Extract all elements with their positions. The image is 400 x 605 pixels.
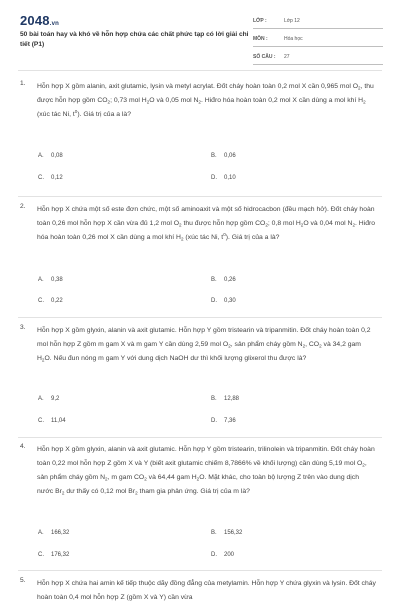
option-value: 0,08 xyxy=(51,153,63,159)
meta-value: 27 xyxy=(284,54,290,60)
question-number: 5. xyxy=(20,577,26,584)
option-d[interactable] xyxy=(211,552,234,558)
option-letter: B. xyxy=(211,277,217,283)
option-d[interactable] xyxy=(211,175,236,181)
option-letter: A. xyxy=(38,153,44,159)
divider xyxy=(18,70,382,71)
option-letter: A. xyxy=(38,530,44,536)
option-letter: D. xyxy=(211,175,217,181)
logo-tld: .vn xyxy=(49,21,60,27)
option-a[interactable] xyxy=(38,277,63,283)
question-text: Hỗn hợp X gồm glyxin, alanin và axit glutamic. Hỗn hợp Y gồm tristearin, trilinolein và tripanmitin. Đốt cháy hoàn toàn 0,22 mol hỗn hợp Z gồm X và Y (biết axit glutamic chiếm 8,7866% về khối lượng) cần dùng 5,19 mol $O_2$, sản phẩm cháy gồm $N_2$, m gam $CO_2$ và 64,44 gam $H_2O$. Mặt khác, cho toàn bộ lượng Z trên vào dung dịch nước $Br_2$ dư thấy có 0,12 mol $Br_2$ tham gia phản ứng. Giá trị của m là? xyxy=(37,446,375,496)
option-c[interactable] xyxy=(38,552,69,558)
divider xyxy=(18,196,382,197)
meta-key: LỚP : xyxy=(253,18,267,24)
question-number: 3. xyxy=(20,324,26,331)
question-number: 1. xyxy=(20,80,26,87)
option-a[interactable] xyxy=(38,153,63,159)
option-a[interactable] xyxy=(38,396,59,402)
option-a[interactable] xyxy=(38,530,69,536)
option-letter: A. xyxy=(38,277,44,283)
meta-row-class xyxy=(253,15,383,29)
option-value: 0,26 xyxy=(224,277,236,283)
page-title: 50 bài toán hay và khó về hỗn hợp chứa các chất phức tạp có lời giải chi tiết (P1) xyxy=(20,31,249,48)
option-value: 156,32 xyxy=(224,530,243,536)
option-letter: D. xyxy=(211,552,217,558)
option-letter: C. xyxy=(38,298,44,304)
option-b[interactable] xyxy=(211,153,236,159)
option-letter: C. xyxy=(38,552,44,558)
divider xyxy=(18,437,382,438)
option-value: 12,88 xyxy=(224,396,240,402)
option-value: 11,04 xyxy=(51,418,66,424)
site-logo[interactable] xyxy=(20,13,59,28)
option-d[interactable] xyxy=(211,298,236,304)
question-number: 4. xyxy=(20,443,26,450)
meta-table xyxy=(253,15,383,69)
option-value: 0,22 xyxy=(51,298,63,304)
option-value: 0,30 xyxy=(224,298,236,304)
option-letter: A. xyxy=(38,396,44,402)
logo-text: 2048 xyxy=(20,13,50,28)
divider xyxy=(18,317,382,318)
option-letter: B. xyxy=(211,530,217,536)
option-value: 9,2 xyxy=(51,396,60,402)
option-value: 0,06 xyxy=(224,153,236,159)
question-text: Hỗn hợp X gồm alanin, axit glutamic, lysin và metyl acrylat. Đốt cháy hoàn toàn 0,2 mol X cần 0,965 mol $O_2$, thu được hỗn hợp gồm $CO_2$; 0,73 mol $H_2O$ và 0,05 mol $N_2$. Hiđro hóa hoàn toàn 0,2 mol X cần dùng a mol khí $H_2$ (xúc tác Ni, $t^0$). Giá trị của a là? xyxy=(37,83,374,118)
option-b[interactable] xyxy=(211,530,242,536)
option-c[interactable] xyxy=(38,175,63,181)
document-header xyxy=(0,0,400,58)
question-text: Hỗn hợp X chứa một số este đơn chức, một số aminoaxit và một số hidrocacbon (đều mạch hở). Đốt cháy hoàn toàn 0,26 mol hỗn hợp X cần vừa đủ 1,2 mol $O_2$ thu được hỗn hợp gồm $CO_2$; 0,8 mol $H_2O$ và 0,04 mol $N_2$. Hiđro hóa hoàn toàn 0,26 mol X cần dùng a mol khí $H_2$ (xúc tác Ni, $t^0$). Giá trị của a là? xyxy=(37,206,376,242)
divider xyxy=(18,570,382,571)
question-number: 2. xyxy=(20,203,26,210)
question-text: Hỗn hợp X gồm glyxin, alanin và axit glutamic. Hỗn hợp Y gồm tristearin và tripanmitin. Đốt cháy hoàn toàn 0,2 mol hỗn hợp Z gồm m gam X và m gam Y cần dùng 2,59 mol $O_2$, sản phẩm cháy gồm $N_2$, $CO_2$ và 34,2 gam $H_2O$. Nếu đun nóng m gam Y với dung dịch NaOH dư thì khối lượng glixerol thu được là? xyxy=(37,327,371,363)
meta-row-count xyxy=(253,51,383,65)
meta-value: Lớp 12 xyxy=(284,18,300,24)
option-value: 7,36 xyxy=(224,418,236,424)
option-letter: C. xyxy=(38,175,44,181)
option-value: 176,32 xyxy=(51,552,70,558)
option-letter: D. xyxy=(211,418,217,424)
option-letter: B. xyxy=(211,396,217,402)
meta-key: MÔN : xyxy=(253,36,268,42)
option-value: 0,38 xyxy=(51,277,63,283)
meta-value: Hóa học xyxy=(284,36,303,42)
option-value: 200 xyxy=(224,552,235,558)
option-d[interactable] xyxy=(211,418,236,424)
meta-row-subject xyxy=(253,33,383,47)
option-value: 166,32 xyxy=(51,530,70,536)
option-letter: D. xyxy=(211,298,217,304)
option-letter: B. xyxy=(211,153,217,159)
option-b[interactable] xyxy=(211,396,239,402)
option-value: 0,12 xyxy=(51,175,63,181)
option-c[interactable] xyxy=(38,418,66,424)
meta-key: SỐ CÂU : xyxy=(253,54,276,60)
option-letter: C. xyxy=(38,418,44,424)
question-text: Hỗn hợp X chứa hai amin kế tiếp thuộc dãy đồng đẳng của metylamin. Hỗn hợp Y chứa glyxin và lysin. Đốt cháy hoàn toàn 0,4 mol hỗn hợp Z (gồm X và Y) cần vừa xyxy=(37,580,376,601)
option-value: 0,10 xyxy=(224,175,236,181)
option-c[interactable] xyxy=(38,298,63,304)
option-b[interactable] xyxy=(211,277,236,283)
